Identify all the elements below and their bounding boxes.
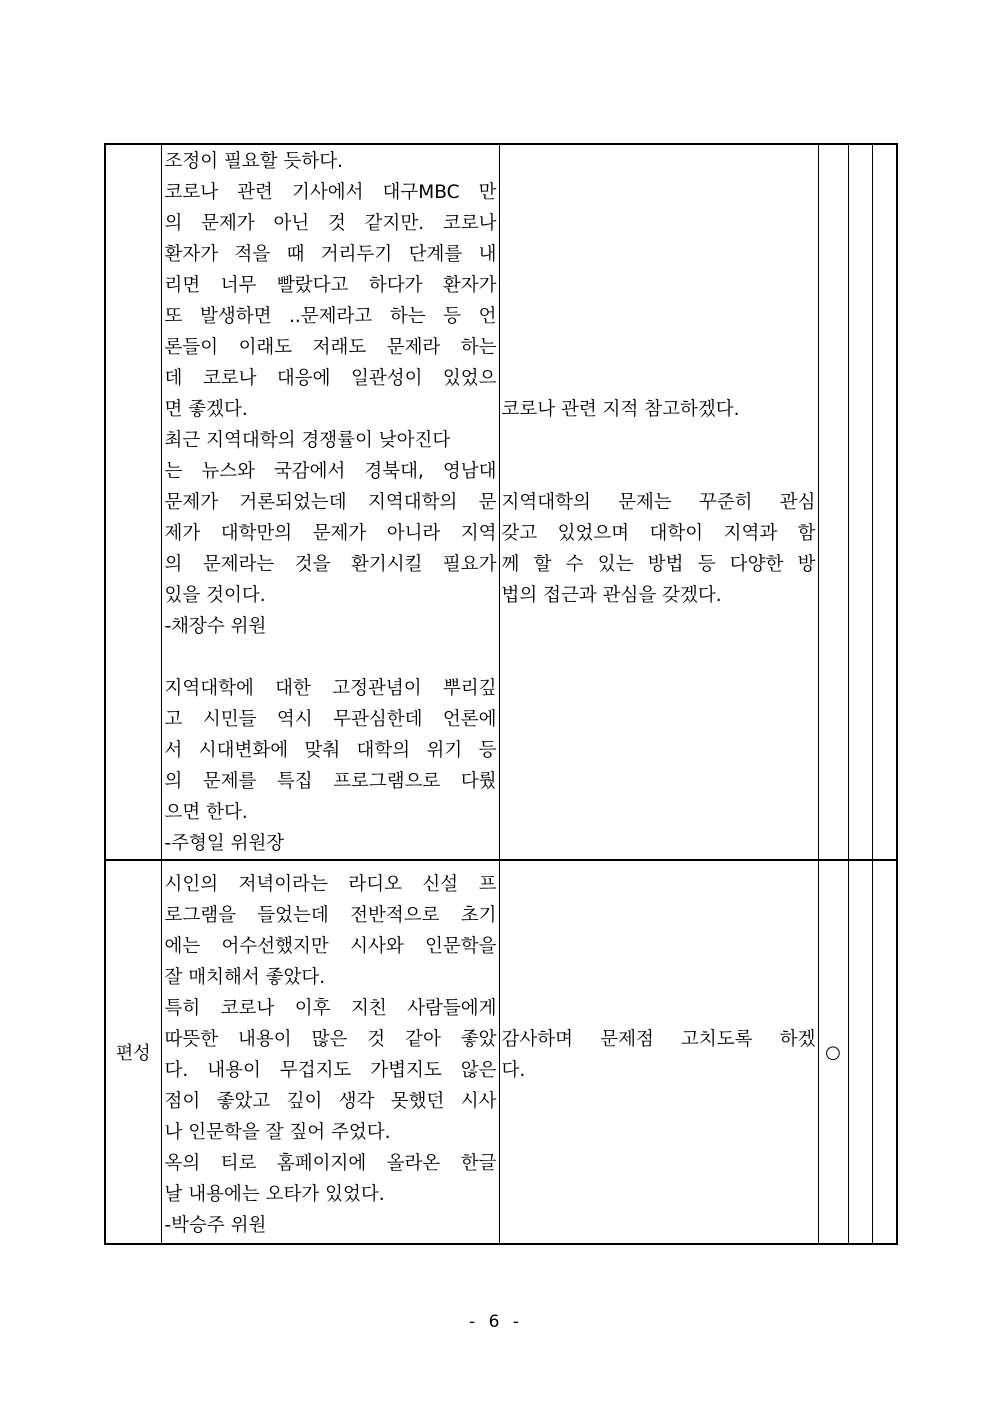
text-line: 코로나 관련 기사에서 대구MBC 만 <box>164 182 497 203</box>
text-line: 환자가 적을 때 거리두기 단계를 내 <box>164 244 497 265</box>
empty-cell <box>848 144 872 860</box>
text-line: 로그램을 들었는데 전반적으로 초기 <box>164 905 497 926</box>
text-line: 의 문제가 아닌 것 같지만. 코로나 <box>164 213 497 234</box>
text-line: 의 문제라는 것을 환기시킬 필요가 <box>164 554 497 575</box>
text-line: 또 발생하면 ..문제라고 하는 등 언 <box>164 306 497 327</box>
table-row <box>105 860 897 1244</box>
text-line: 있을 것이다. <box>164 585 266 606</box>
category-cell: 편성 <box>105 860 161 1244</box>
text-line <box>502 993 816 1024</box>
empty-cell <box>872 144 897 860</box>
text-line: 옥의 티로 홈페이지에 올라온 한글 <box>164 1153 497 1174</box>
text-line: 감사하며 문제점 고치도록 하겠 <box>501 1029 816 1050</box>
text-line: 잘 매치해서 좋았다. <box>164 967 326 988</box>
opinion-cell <box>161 860 499 1244</box>
opinion-cell <box>161 144 499 860</box>
text-line: 조정이 필요할 듯하다. <box>164 151 343 172</box>
category-cell <box>105 144 161 860</box>
text-line: 의 문제를 특집 프로그램으로 다뤘 <box>164 771 497 792</box>
text-line <box>502 425 816 456</box>
opinion-text <box>165 869 497 1241</box>
text-line: 론들이 이래도 저래도 문제라 하는 <box>164 337 497 358</box>
text-line: 갖고 있었으며 대학이 지역과 함 <box>501 523 816 544</box>
empty-cell <box>872 860 897 1244</box>
opinion-table <box>104 143 898 1245</box>
text-line: 나 인문학을 잘 짚어 주었다. <box>164 1122 391 1143</box>
text-line <box>165 642 497 673</box>
text-line: 날 내용에는 오타가 있었다. <box>164 1184 385 1205</box>
text-line: 코로나 관련 지적 참고하겠다. <box>501 399 740 420</box>
text-line <box>502 962 816 993</box>
opinion-text <box>165 146 497 859</box>
text-line: 서 시대변화에 맞춰 대학의 위기 등 <box>164 740 497 761</box>
text-line <box>502 177 816 208</box>
text-line: 법의 접근과 관심을 갖겠다. <box>501 585 722 606</box>
mark-cell <box>818 144 848 860</box>
text-line: -주형일 위원장 <box>164 833 285 854</box>
text-line: 면 좋겠다. <box>164 399 248 420</box>
text-line: 따뜻한 내용이 많은 것 같아 좋았 <box>164 1029 497 1050</box>
text-line: 데 코로나 대응에 일관성이 있었으 <box>164 368 497 389</box>
page-number: - 6 - <box>469 1312 523 1332</box>
text-line: 께 할 수 있는 방법 등 다양한 방 <box>501 554 816 575</box>
table-row <box>105 144 897 860</box>
text-line <box>502 301 816 332</box>
text-line <box>502 931 816 962</box>
text-line <box>502 456 816 487</box>
response-cell <box>499 144 818 860</box>
text-line: 점이 좋았고 깊이 생각 못했던 시사 <box>164 1091 497 1112</box>
text-line <box>502 208 816 239</box>
text-line: 제가 대학만의 문제가 아니라 지역 <box>164 523 497 544</box>
response-text <box>502 146 816 611</box>
text-line: 에는 어수선했지만 시사와 인문학을 <box>164 936 497 957</box>
text-line: -채장수 위원 <box>164 616 267 637</box>
response-text <box>502 869 816 1086</box>
text-line <box>502 900 816 931</box>
text-line: 지역대학에 대한 고정관념이 뿌리깊 <box>164 678 497 699</box>
text-line: 시인의 저녁이라는 라디오 신설 프 <box>164 874 497 895</box>
text-line: -박승주 위원 <box>164 1215 267 1236</box>
text-line <box>502 363 816 394</box>
text-line <box>502 239 816 270</box>
text-line: 지역대학의 문제는 꾸준히 관심 <box>501 492 816 513</box>
text-line <box>502 869 816 900</box>
text-line: 최근 지역대학의 경쟁률이 낮아진다 <box>164 430 451 451</box>
response-cell <box>499 860 818 1244</box>
text-line: 으면 한다. <box>164 802 248 823</box>
text-line: 다. 내용이 무겁지도 가볍지도 않은 <box>164 1060 497 1081</box>
text-line: 문제가 거론되었는데 지역대학의 문 <box>164 492 497 513</box>
text-line: 특히 코로나 이후 지친 사람들에게 <box>164 998 497 1019</box>
text-line <box>502 270 816 301</box>
text-line <box>502 332 816 363</box>
text-line: 다. <box>501 1060 526 1081</box>
text-line <box>502 146 816 177</box>
mark-cell: ○ <box>818 860 848 1244</box>
text-line: 리면 너무 빨랐다고 하다가 환자가 <box>164 275 497 296</box>
text-line: 는 뉴스와 국감에서 경북대, 영남대 <box>164 461 497 482</box>
empty-cell <box>848 860 872 1244</box>
text-line: 고 시민들 역시 무관심한데 언론에 <box>164 709 497 730</box>
